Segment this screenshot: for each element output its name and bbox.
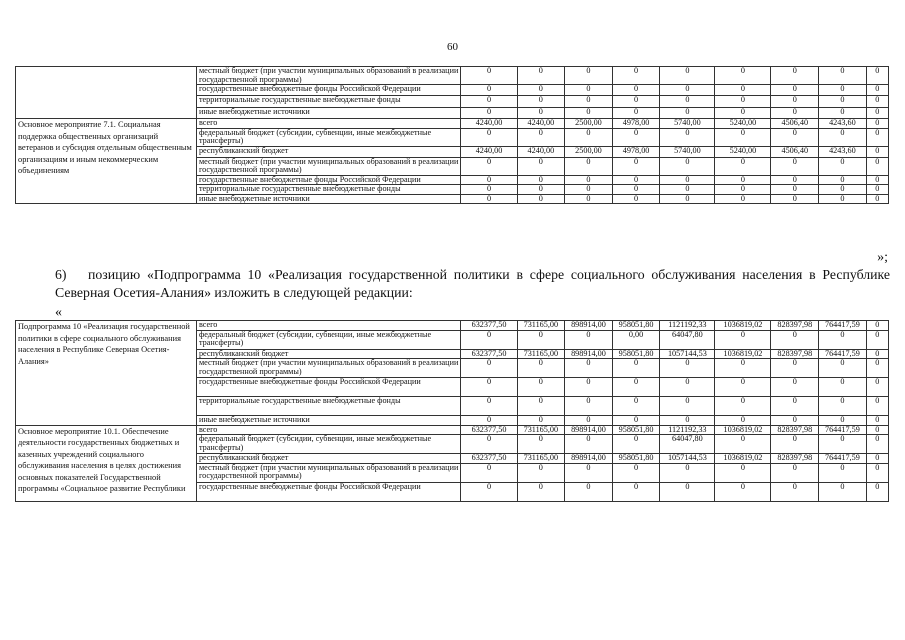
- amount-cell: 0: [771, 397, 819, 416]
- amount-cell: 0: [660, 359, 715, 378]
- amount-cell: 0: [819, 108, 867, 119]
- amount-cell: 0: [866, 463, 888, 482]
- amount-cell: 0: [715, 194, 771, 204]
- amount-cell: 0: [771, 128, 819, 146]
- amount-cell: 632377,50: [461, 321, 517, 331]
- amount-cell: 0: [866, 128, 888, 146]
- amount-cell: 0: [819, 435, 867, 454]
- amount-cell: 0: [461, 185, 517, 195]
- amount-cell: 0: [461, 175, 517, 185]
- amount-cell: 0: [517, 157, 565, 175]
- amount-cell: 0: [715, 397, 771, 416]
- funding-source-cell: республиканский бюджет: [196, 349, 461, 359]
- amount-cell: 0: [517, 397, 565, 416]
- amount-cell: 0: [660, 108, 715, 119]
- amount-cell: 0: [517, 85, 565, 96]
- amount-cell: 4506,40: [771, 146, 819, 157]
- amount-cell: 0: [819, 67, 867, 85]
- funding-source-cell: всего: [196, 321, 461, 331]
- amount-cell: 0: [612, 194, 660, 204]
- amount-cell: 0: [612, 397, 660, 416]
- amount-cell: 0: [866, 185, 888, 195]
- amount-cell: 4506,40: [771, 119, 819, 129]
- amount-cell: 0: [866, 146, 888, 157]
- table-row: [16, 67, 889, 85]
- amount-cell: 0: [565, 330, 613, 349]
- amount-cell: 0: [612, 378, 660, 397]
- amount-cell: 0: [612, 108, 660, 119]
- amount-cell: 0: [866, 321, 888, 331]
- funding-source-cell: территориальные государственные внебюджетные фонды: [196, 96, 461, 108]
- amount-cell: 5740,00: [660, 119, 715, 129]
- amount-cell: 0: [517, 435, 565, 454]
- amount-cell: 0: [819, 482, 867, 501]
- amount-cell: 0: [612, 85, 660, 96]
- amount-cell: 0: [715, 482, 771, 501]
- amount-cell: 0: [565, 185, 613, 195]
- amount-cell: 0: [771, 482, 819, 501]
- amount-cell: 0: [565, 194, 613, 204]
- amount-cell: 4978,00: [612, 119, 660, 129]
- amount-cell: 1121192,33: [660, 321, 715, 331]
- amount-cell: 0: [819, 157, 867, 175]
- amount-cell: 0: [866, 67, 888, 85]
- amount-cell: 0: [517, 463, 565, 482]
- amount-cell: 0: [660, 378, 715, 397]
- amount-cell: 0: [461, 416, 517, 426]
- amount-cell: 0: [660, 67, 715, 85]
- amount-cell: 0: [461, 482, 517, 501]
- funding-source-cell: всего: [196, 119, 461, 129]
- amount-cell: 0: [612, 185, 660, 195]
- amount-cell: 5240,00: [715, 119, 771, 129]
- amount-cell: 0: [565, 378, 613, 397]
- amount-cell: 0: [565, 175, 613, 185]
- amount-cell: 0: [866, 482, 888, 501]
- amount-cell: 0: [565, 359, 613, 378]
- funding-source-cell: федеральный бюджет (субсидии, субвенции, иные межбюджетные трансферты): [196, 330, 461, 349]
- amount-cell: 0: [866, 85, 888, 96]
- amount-cell: 0: [461, 108, 517, 119]
- amount-cell: 0: [565, 67, 613, 85]
- amount-cell: 0: [715, 330, 771, 349]
- amount-cell: 0: [715, 128, 771, 146]
- amount-cell: 0: [866, 194, 888, 204]
- amount-cell: 1036819,02: [715, 454, 771, 464]
- amount-cell: 0: [612, 128, 660, 146]
- amount-cell: 731165,00: [517, 425, 565, 435]
- amount-cell: 64047,80: [660, 330, 715, 349]
- amount-cell: 0: [612, 482, 660, 501]
- funding-source-cell: государственные внебюджетные фонды Российской Федерации: [196, 175, 461, 185]
- amount-cell: 0: [612, 157, 660, 175]
- amount-cell: 958051,80: [612, 454, 660, 464]
- amount-cell: 0: [819, 397, 867, 416]
- funding-source-cell: государственные внебюджетные фонды Российской Федерации: [196, 85, 461, 96]
- amount-cell: 0: [771, 175, 819, 185]
- amount-cell: 0: [517, 185, 565, 195]
- amount-cell: 0: [866, 359, 888, 378]
- amount-cell: 0: [771, 194, 819, 204]
- amount-cell: 0: [565, 108, 613, 119]
- amount-cell: 0: [565, 416, 613, 426]
- amount-cell: 0: [660, 194, 715, 204]
- amount-cell: 5740,00: [660, 146, 715, 157]
- amount-cell: 632377,50: [461, 425, 517, 435]
- program-name-cell: [16, 67, 197, 119]
- amount-cell: 2500,00: [565, 146, 613, 157]
- funding-source-cell: иные внебюджетные источники: [196, 194, 461, 204]
- amount-cell: 0: [517, 108, 565, 119]
- amount-cell: 0: [866, 96, 888, 108]
- amount-cell: 0: [461, 157, 517, 175]
- amount-cell: 0: [660, 85, 715, 96]
- amount-cell: 1036819,02: [715, 321, 771, 331]
- amount-cell: 0: [461, 194, 517, 204]
- amount-cell: 828397,98: [771, 321, 819, 331]
- amount-cell: 0: [771, 416, 819, 426]
- program-name-cell: Основное мероприятие 7.1. Социальная поддержка общественных организаций ветеранов и субсидия отдельным общественным организациям и иным некоммерческим объединениям: [16, 119, 197, 204]
- amount-cell: 0: [565, 463, 613, 482]
- amount-cell: 0: [517, 378, 565, 397]
- amount-cell: 0: [565, 128, 613, 146]
- funding-source-cell: территориальные государственные внебюджетные фонды: [196, 397, 461, 416]
- amount-cell: 0: [771, 359, 819, 378]
- amount-cell: 0: [565, 157, 613, 175]
- amount-cell: 731165,00: [517, 321, 565, 331]
- amount-cell: 0: [660, 96, 715, 108]
- amount-cell: 0: [866, 108, 888, 119]
- amount-cell: 764417,59: [819, 425, 867, 435]
- bottom-budget-table: [15, 320, 889, 502]
- amount-cell: 0: [866, 454, 888, 464]
- amount-cell: 0: [771, 330, 819, 349]
- amount-cell: 0: [461, 359, 517, 378]
- amount-cell: 828397,98: [771, 454, 819, 464]
- amount-cell: 0: [461, 96, 517, 108]
- amount-cell: 0: [771, 85, 819, 96]
- amount-cell: 0: [819, 463, 867, 482]
- amount-cell: 0: [771, 378, 819, 397]
- amount-cell: 898914,00: [565, 321, 613, 331]
- amount-cell: 1036819,02: [715, 425, 771, 435]
- amount-cell: 0: [612, 435, 660, 454]
- amount-cell: 0: [517, 96, 565, 108]
- amount-cell: 0: [612, 416, 660, 426]
- funding-source-cell: государственные внебюджетные фонды Российской Федерации: [196, 482, 461, 501]
- amount-cell: 0: [660, 463, 715, 482]
- amount-cell: 0: [819, 378, 867, 397]
- amount-cell: 0: [819, 85, 867, 96]
- program-name-cell: Подпрограмма 10 «Реализация государственной политики в сфере социального обслуживания населения в Республике Северная Осетия-Алания»: [16, 321, 197, 426]
- amount-cell: 0: [771, 435, 819, 454]
- amount-cell: 0: [715, 185, 771, 195]
- amount-cell: 0: [819, 359, 867, 378]
- amount-cell: 0: [461, 397, 517, 416]
- amount-cell: 0: [819, 96, 867, 108]
- top-budget-table: [15, 66, 889, 204]
- amount-cell: 632377,50: [461, 349, 517, 359]
- amount-cell: 898914,00: [565, 454, 613, 464]
- amount-cell: 731165,00: [517, 454, 565, 464]
- amount-cell: 0: [517, 67, 565, 85]
- amount-cell: 1121192,33: [660, 425, 715, 435]
- amount-cell: 0: [819, 416, 867, 426]
- amount-cell: 1057144,53: [660, 454, 715, 464]
- amount-cell: 4243,60: [819, 146, 867, 157]
- amount-cell: 0: [715, 85, 771, 96]
- amount-cell: 0: [819, 185, 867, 195]
- amount-cell: 0: [565, 96, 613, 108]
- amount-cell: 0: [660, 128, 715, 146]
- amount-cell: 0: [612, 463, 660, 482]
- amount-cell: 0: [715, 108, 771, 119]
- amount-cell: 0: [461, 67, 517, 85]
- opening-quote: «: [55, 305, 62, 320]
- table-row: [16, 119, 889, 129]
- amount-cell: 0: [715, 378, 771, 397]
- amount-cell: 0: [660, 157, 715, 175]
- amount-cell: 5240,00: [715, 146, 771, 157]
- funding-source-cell: территориальные государственные внебюджетные фонды: [196, 185, 461, 195]
- amount-cell: 0: [461, 128, 517, 146]
- amount-cell: 1057144,53: [660, 349, 715, 359]
- funding-source-cell: всего: [196, 425, 461, 435]
- amount-cell: 0: [771, 463, 819, 482]
- paragraph-text: позицию «Подпрограмма 10 «Реализация государственной политики в сфере социального обслуживания населения в Республике Северная Осетия-Алания» изложить в следующей редакции:: [55, 267, 890, 300]
- amount-cell: 0: [715, 96, 771, 108]
- amount-cell: 0: [866, 175, 888, 185]
- amount-cell: 2500,00: [565, 119, 613, 129]
- amount-cell: 0: [715, 175, 771, 185]
- amount-cell: 0: [660, 416, 715, 426]
- funding-source-cell: местный бюджет (при участии муниципальных образований в реализации государственной программы): [196, 157, 461, 175]
- amount-cell: 0: [660, 482, 715, 501]
- amount-cell: 958051,80: [612, 321, 660, 331]
- amount-cell: 0: [771, 185, 819, 195]
- funding-source-cell: иные внебюджетные источники: [196, 416, 461, 426]
- amount-cell: 0: [517, 359, 565, 378]
- amount-cell: 0: [715, 359, 771, 378]
- table-row: [16, 321, 889, 331]
- amount-cell: 4240,00: [461, 146, 517, 157]
- amount-cell: 0: [866, 416, 888, 426]
- amount-cell: 0: [565, 397, 613, 416]
- amount-cell: 0: [819, 330, 867, 349]
- amount-cell: 0: [715, 157, 771, 175]
- funding-source-cell: местный бюджет (при участии муниципальных образований в реализации государственной программы): [196, 67, 461, 85]
- amount-cell: 0: [715, 416, 771, 426]
- amount-cell: 0: [771, 67, 819, 85]
- amount-cell: 0,00: [612, 330, 660, 349]
- amount-cell: 0: [660, 175, 715, 185]
- amount-cell: 0: [565, 85, 613, 96]
- amount-cell: 0: [715, 463, 771, 482]
- amount-cell: 4978,00: [612, 146, 660, 157]
- amendment-paragraph: [55, 266, 890, 302]
- amount-cell: 0: [866, 119, 888, 129]
- amount-cell: 0: [866, 349, 888, 359]
- amount-cell: 0: [517, 416, 565, 426]
- amount-cell: 0: [866, 397, 888, 416]
- amount-cell: 764417,59: [819, 321, 867, 331]
- amount-cell: 0: [517, 482, 565, 501]
- amount-cell: 898914,00: [565, 349, 613, 359]
- paragraph-number: 6): [55, 267, 67, 282]
- amount-cell: 0: [612, 359, 660, 378]
- funding-source-cell: местный бюджет (при участии муниципальных образований в реализации государственной программы): [196, 463, 461, 482]
- funding-source-cell: местный бюджет (при участии муниципальных образований в реализации государственной программы): [196, 359, 461, 378]
- amount-cell: 0: [715, 67, 771, 85]
- amount-cell: 0: [461, 85, 517, 96]
- amount-cell: 0: [612, 96, 660, 108]
- amount-cell: 1036819,02: [715, 349, 771, 359]
- funding-source-cell: федеральный бюджет (субсидии, субвенции, иные межбюджетные трансферты): [196, 435, 461, 454]
- amount-cell: 0: [612, 175, 660, 185]
- amount-cell: 4240,00: [517, 119, 565, 129]
- amount-cell: 764417,59: [819, 349, 867, 359]
- amount-cell: 4240,00: [461, 119, 517, 129]
- amount-cell: 0: [461, 378, 517, 397]
- funding-source-cell: республиканский бюджет: [196, 454, 461, 464]
- closing-quote: »;: [877, 250, 888, 265]
- amount-cell: 764417,59: [819, 454, 867, 464]
- funding-source-cell: иные внебюджетные источники: [196, 108, 461, 119]
- amount-cell: 0: [866, 435, 888, 454]
- amount-cell: 0: [866, 330, 888, 349]
- amount-cell: 0: [660, 397, 715, 416]
- amount-cell: 731165,00: [517, 349, 565, 359]
- table-row: [16, 425, 889, 435]
- amount-cell: 0: [461, 463, 517, 482]
- funding-source-cell: республиканский бюджет: [196, 146, 461, 157]
- amount-cell: 0: [866, 157, 888, 175]
- amount-cell: 632377,50: [461, 454, 517, 464]
- amount-cell: 4240,00: [517, 146, 565, 157]
- amount-cell: 0: [612, 67, 660, 85]
- amount-cell: 64047,80: [660, 435, 715, 454]
- amount-cell: 958051,80: [612, 425, 660, 435]
- amount-cell: 0: [819, 194, 867, 204]
- amount-cell: 898914,00: [565, 425, 613, 435]
- amount-cell: 828397,98: [771, 349, 819, 359]
- amount-cell: 0: [461, 330, 517, 349]
- amount-cell: 0: [715, 435, 771, 454]
- amount-cell: 0: [565, 435, 613, 454]
- amount-cell: 0: [819, 175, 867, 185]
- amount-cell: 0: [565, 482, 613, 501]
- amount-cell: 0: [517, 194, 565, 204]
- amount-cell: 0: [517, 128, 565, 146]
- amount-cell: 0: [461, 435, 517, 454]
- amount-cell: 0: [866, 425, 888, 435]
- amount-cell: 0: [866, 378, 888, 397]
- funding-source-cell: государственные внебюджетные фонды Российской Федерации: [196, 378, 461, 397]
- funding-source-cell: федеральный бюджет (субсидии, субвенции, иные межбюджетные трансферты): [196, 128, 461, 146]
- amount-cell: 0: [517, 330, 565, 349]
- page-number: 60: [447, 41, 458, 53]
- amount-cell: 0: [517, 175, 565, 185]
- amount-cell: 4243,60: [819, 119, 867, 129]
- amount-cell: 0: [819, 128, 867, 146]
- amount-cell: 958051,80: [612, 349, 660, 359]
- amount-cell: 0: [660, 185, 715, 195]
- amount-cell: 0: [771, 108, 819, 119]
- program-name-cell: Основное мероприятие 10.1. Обеспечение деятельности государственных бюджетных и казенных учреждений социального обслуживания населения в целях достижения основных показателей Государственной программы «Социальное развитие Республики: [16, 425, 197, 501]
- amount-cell: 0: [771, 96, 819, 108]
- amount-cell: 828397,98: [771, 425, 819, 435]
- amount-cell: 0: [771, 157, 819, 175]
